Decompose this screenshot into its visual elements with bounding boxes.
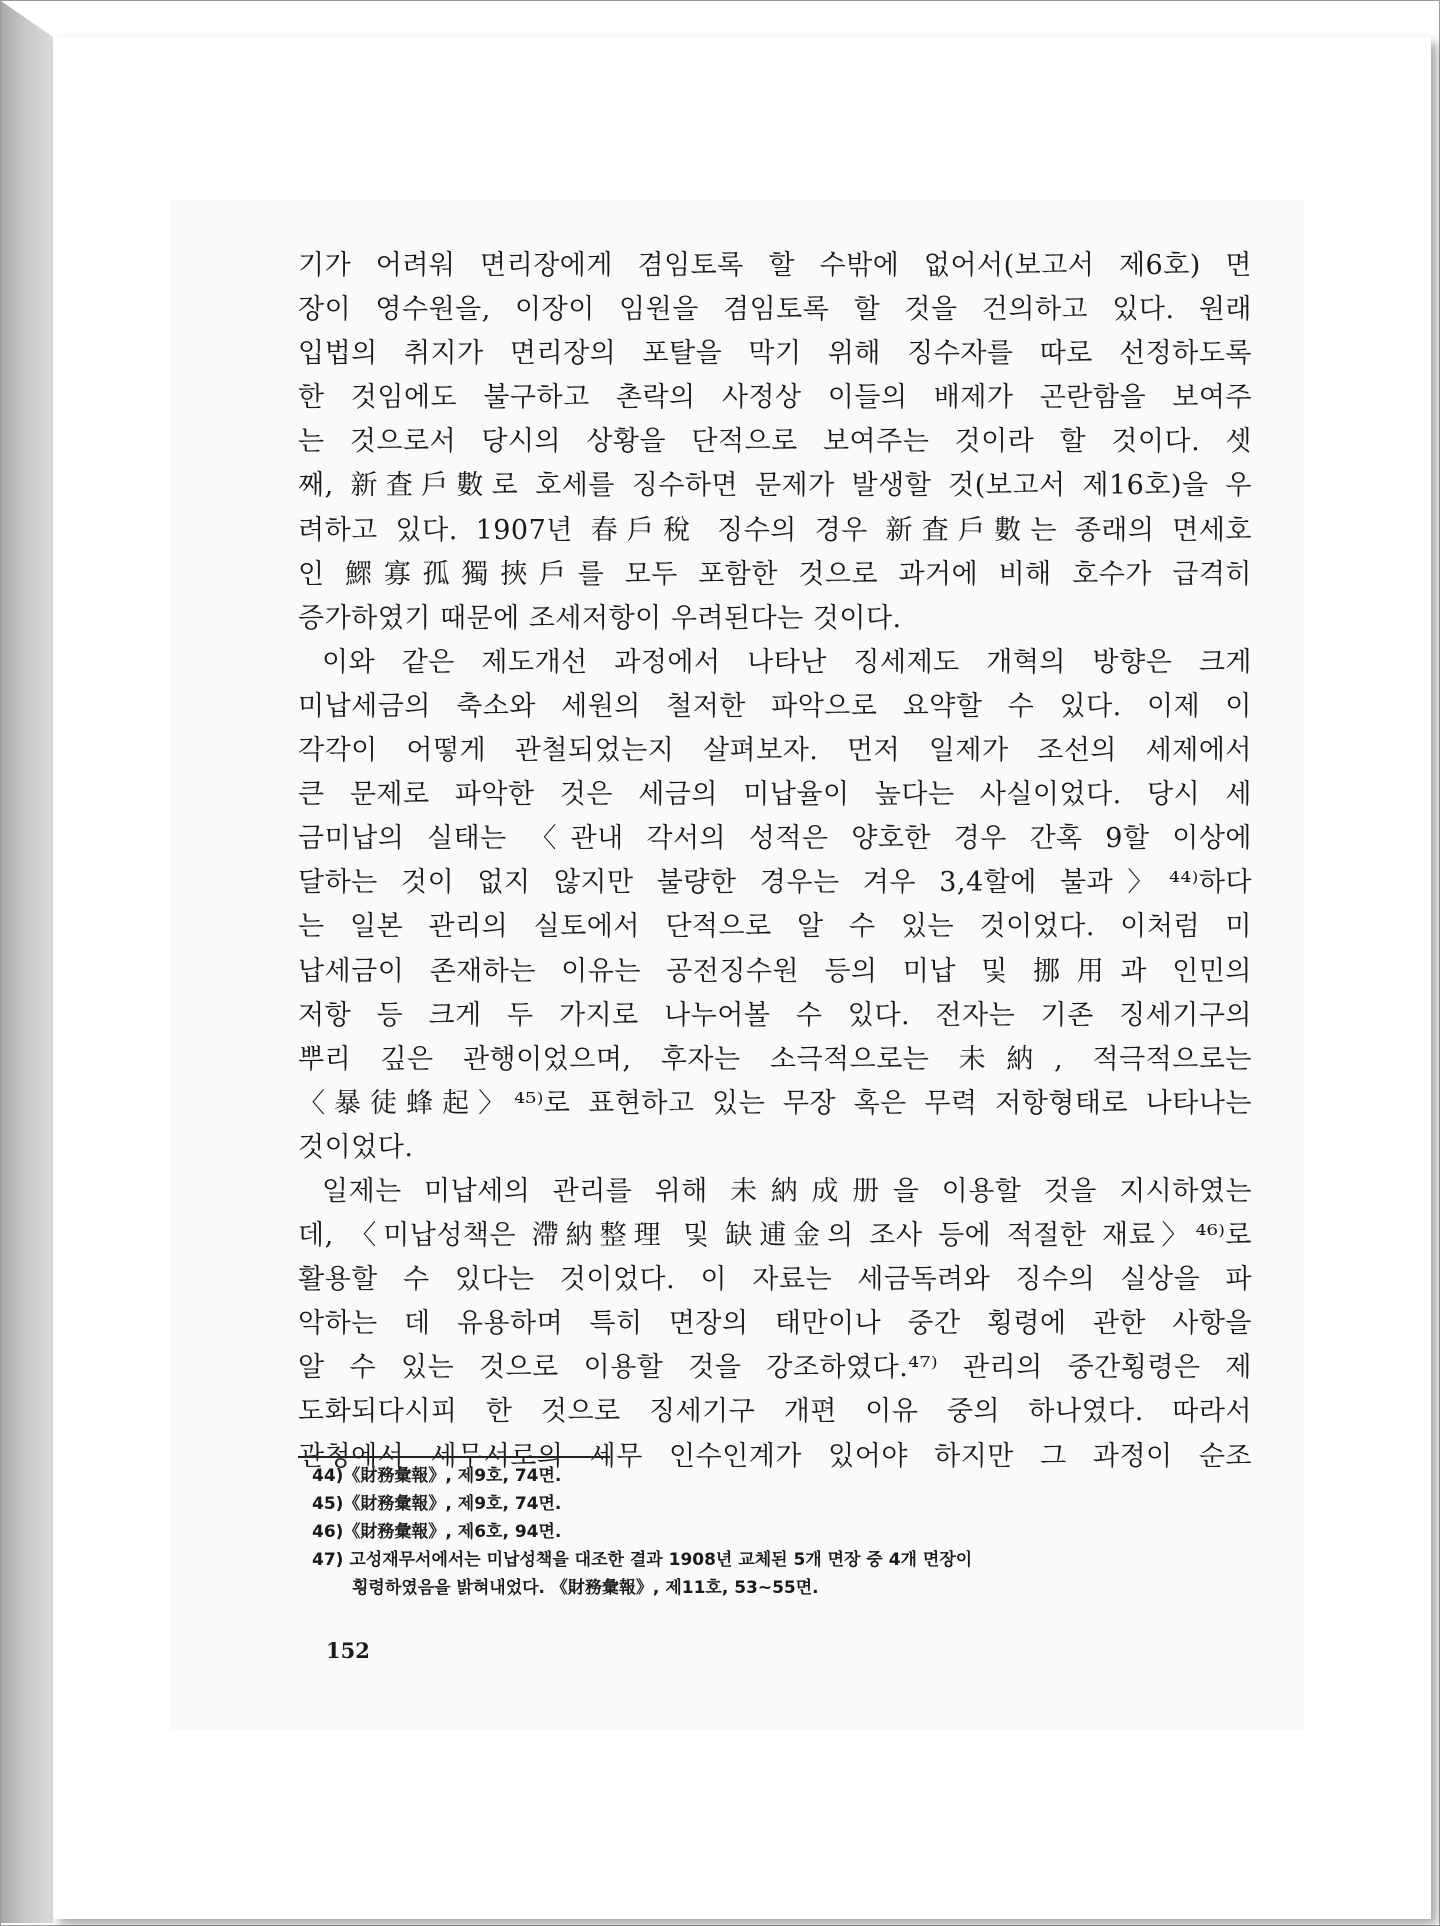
footnote-item: 44)《財務彙報》, 제9호, 74면.: [312, 1466, 562, 1486]
body-line: 〈暴徒蜂起〉⁴⁵⁾로 표현하고 있는 무장 혹은 무력 저항형태로 나타나는: [298, 1087, 1252, 1119]
footnotes: [312, 1462, 1267, 1602]
body-line: 관청에서 세무서로의 세무 인수인계가 있어야 하지만 그 과정이 순조: [298, 1440, 1252, 1472]
body-line: 는 일본 관리의 실토에서 단적으로 알 수 있는 것이었다. 이처럼 미: [298, 911, 1252, 943]
body-line: 뿌리 깊은 관행이었으며, 후자는 소극적으로는 未納, 적극적으로는: [298, 1043, 1252, 1075]
body-line: 금미납의 실태는 〈관내 각서의 성적은 양호한 경우 간혹 9할 이상에: [298, 823, 1252, 855]
book-spine-edge: [1, 1, 53, 1923]
body-text: [298, 244, 1252, 1479]
body-line: 기가 어려워 면리장에게 겸임토록 할 수밖에 없어서(보고서 제6호) 면: [298, 250, 1252, 281]
body-line: 저항 등 크게 두 가지로 나누어볼 수 있다. 전자는 기존 징세기구의: [298, 999, 1252, 1031]
body-line: 각각이 어떻게 관철되었는지 살펴보자. 먼저 일제가 조선의 세제에서: [298, 735, 1252, 767]
body-line: 미납세금의 축소와 세원의 철저한 파악으로 요약할 수 있다. 이제 이: [298, 690, 1252, 722]
body-line: 큰 문제로 파악한 것은 세금의 미납율이 높다는 사실이었다. 당시 세: [298, 779, 1252, 811]
body-line: 알 수 있는 것으로 이용할 것을 강조하였다.⁴⁷⁾ 관리의 중간횡령은 제: [298, 1352, 1252, 1384]
page-number: 152: [326, 1638, 370, 1663]
body-line: 한 것임에도 불구하고 촌락의 사정상 이들의 배제가 곤란함을 보여주: [298, 382, 1252, 414]
body-line: 장이 영수원을, 이장이 임원을 겸임토록 할 것을 건의하고 있다. 원래: [298, 294, 1252, 326]
body-line: 것이었다.: [298, 1131, 414, 1163]
body-line: 납세금이 존재하는 이유는 공전징수원 등의 미납 및 挪用과 인민의: [298, 955, 1252, 987]
body-line: 도화되다시피 한 것으로 징세기구 개편 이유 중의 하나였다. 따라서: [298, 1396, 1252, 1428]
body-line: 째, 新査戶數로 호세를 징수하면 문제가 발생할 것(보고서 제16호)을 우: [298, 470, 1252, 502]
body-line: 데, 〈미납성책은 滯納整理 및 缺逋金의 조사 등에 적절한 재료〉⁴⁶⁾로: [298, 1220, 1252, 1252]
body-line: 달하는 것이 없지 않지만 불량한 경우는 겨우 3,4할에 불과〉⁴⁴⁾하다: [298, 867, 1252, 899]
footnote-item-continuation: 횡령하였음을 밝혀내었다. 《財務彙報》, 제11호, 53~55면.: [352, 1578, 819, 1598]
footnote-item: 46)《財務彙報》, 제6호, 94면.: [312, 1522, 562, 1542]
body-line: 일제는 미납세의 관리를 위해 未納成册을 이용할 것을 지시하였는: [322, 1175, 1252, 1207]
footnote-divider: [298, 1456, 610, 1458]
body-line: 려하고 있다. 1907년 春戶稅 징수의 경우 新査戶數는 종래의 면세호: [298, 514, 1252, 546]
footnote-item: 47) 고성재무서에서는 미납성책을 대조한 결과 1908년 교체된 5개 면장 중 4개 면장이: [312, 1550, 973, 1570]
body-line: 증가하였기 때문에 조세저항이 우려된다는 것이다.: [298, 602, 902, 634]
body-line: 악하는 데 유용하며 특히 면장의 태만이나 중간 횡령에 관한 사항을: [298, 1308, 1252, 1340]
body-line: 입법의 취지가 면리장의 포탈을 막기 위해 징수자를 따로 선정하도록: [298, 338, 1252, 370]
body-line: 는 것으로서 당시의 상황을 단적으로 보여주는 것이라 할 것이다. 셋: [298, 426, 1252, 458]
footnote-item: 45)《財務彙報》, 제9호, 74면.: [312, 1494, 562, 1514]
body-line: 인 鰥寡孤獨挾戶를 모두 포함한 것으로 과거에 비해 호수가 급격히: [298, 558, 1252, 590]
body-line: 이와 같은 제도개선 과정에서 나타난 징세제도 개혁의 방향은 크게: [322, 646, 1252, 678]
body-line: 활용할 수 있다는 것이었다. 이 자료는 세금독려와 징수의 실상을 파: [298, 1264, 1252, 1296]
